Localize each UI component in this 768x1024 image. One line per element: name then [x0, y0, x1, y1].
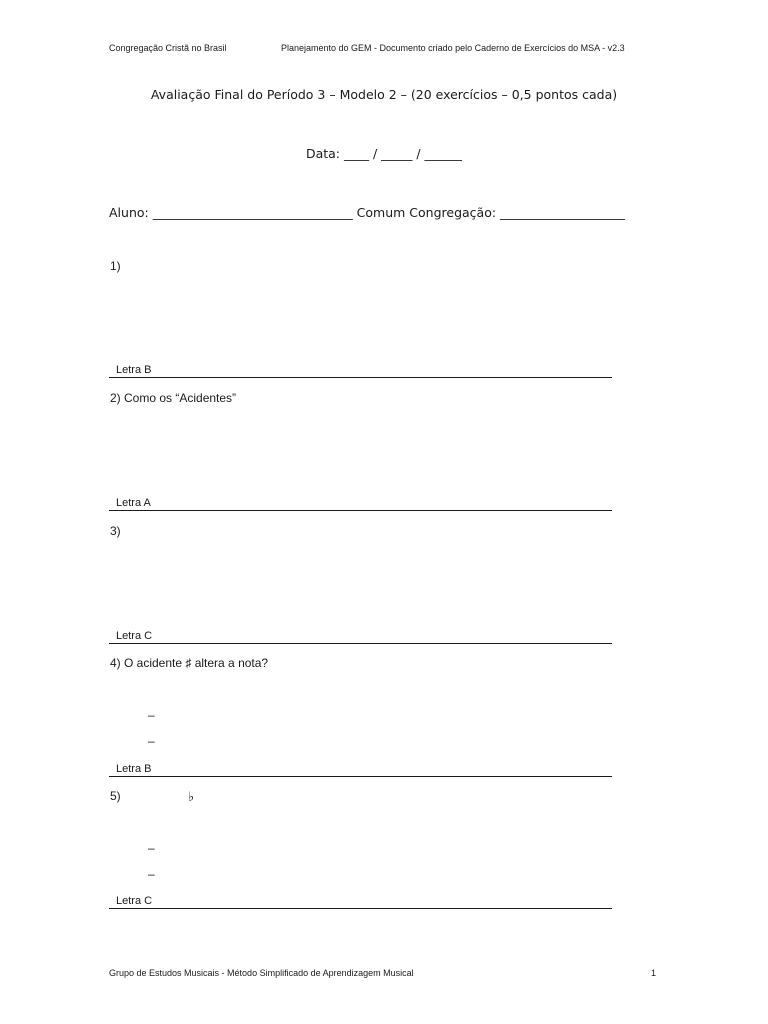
question-3-answer: Letra C	[116, 630, 153, 642]
header-document-info: Planejamento do GEM - Documento criado pelo Caderno de Exercícios do MSA - v2.3	[281, 43, 625, 53]
question-2-answer: Letra A	[116, 497, 151, 509]
question-1-label: 1)	[110, 259, 121, 273]
question-4-answer-line	[109, 762, 612, 777]
question-4-option-dash: –	[148, 734, 155, 748]
flat-symbol: ♭	[188, 789, 195, 804]
question-4-label: 4) O acidente ♯ altera a nota?	[110, 656, 269, 670]
header-organization: Congregação Cristã no Brasil	[109, 43, 227, 53]
page-title: Avaliação Final do Período 3 – Modelo 2 – (20 exercícios – 0,5 pontos cada)	[150, 87, 618, 102]
question-3-answer-line	[109, 629, 612, 644]
question-1-answer-line	[109, 363, 612, 378]
question-4-option-dash: –	[148, 708, 155, 722]
question-5-option-dash: –	[148, 841, 155, 855]
footer-text: Grupo de Estudos Musicais - Método Simplificado de Aprendizagem Musical	[109, 968, 414, 978]
question-2-answer-line	[109, 496, 612, 511]
question-2-label: 2) Como os “Acidentes”	[110, 391, 237, 405]
question-3-label: 3)	[110, 524, 121, 538]
question-5-label: 5)	[110, 789, 121, 803]
question-5-answer: Letra C	[116, 895, 153, 907]
date-line: Data: ____ / _____ / ______	[305, 146, 463, 161]
page-number: 1	[651, 968, 657, 978]
question-5-option-dash: –	[148, 867, 155, 881]
student-line: Aluno: ________________________________ Comum Congregação: ____________________	[109, 205, 626, 220]
question-4-answer: Letra B	[116, 763, 152, 775]
question-5-answer-line	[109, 894, 612, 909]
question-1-answer: Letra B	[116, 364, 152, 376]
